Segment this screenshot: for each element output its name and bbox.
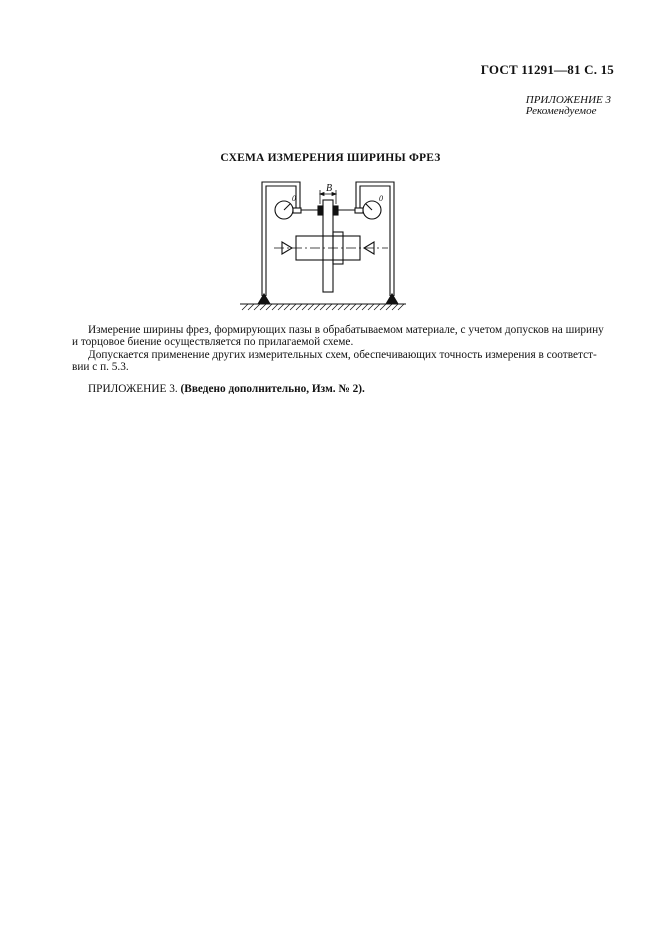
paragraph1-line1: Измерение ширины фрез, формирующих пазы в обрабатываемом материале, с учетом допусков на ширину bbox=[88, 324, 604, 336]
paragraph2-line2: вии с п. 5.3. bbox=[72, 361, 129, 374]
right-stand bbox=[356, 182, 398, 304]
note-prefix: ПРИЛОЖЕНИЕ 3. bbox=[88, 383, 178, 395]
right-probe bbox=[333, 206, 338, 215]
measurement-scheme-diagram bbox=[238, 178, 408, 320]
paragraph-alternatives bbox=[72, 349, 612, 374]
right-dial-label: 0 bbox=[379, 194, 383, 203]
section-title: СХЕМА ИЗМЕРЕНИЯ ШИРИНЫ ФРЕЗ bbox=[220, 152, 441, 164]
appendix-block bbox=[526, 95, 611, 117]
dimension-b-label: B bbox=[326, 183, 333, 194]
note-text: (Введено дополнительно, Изм. № 2). bbox=[180, 383, 365, 395]
appendix-status: Рекомендуемое bbox=[525, 105, 597, 117]
left-probe bbox=[318, 206, 323, 215]
base-hatching bbox=[242, 304, 404, 310]
cutter-disk bbox=[323, 200, 333, 292]
paragraph2-line1: Допускается применение других измерительных схем, обеспечивающих точность измерения в соответст- bbox=[88, 349, 597, 361]
paragraph1-line2: и торцовое биение осуществляется по прилагаемой схеме. bbox=[72, 336, 354, 349]
left-dial-label: 0 bbox=[292, 194, 296, 203]
paragraph-measurement bbox=[72, 324, 612, 349]
appendix-label: ПРИЛОЖЕНИЕ 3 bbox=[525, 94, 611, 106]
amendment-note bbox=[88, 383, 365, 395]
page-header: ГОСТ 11291—81 С. 15 bbox=[480, 62, 614, 77]
